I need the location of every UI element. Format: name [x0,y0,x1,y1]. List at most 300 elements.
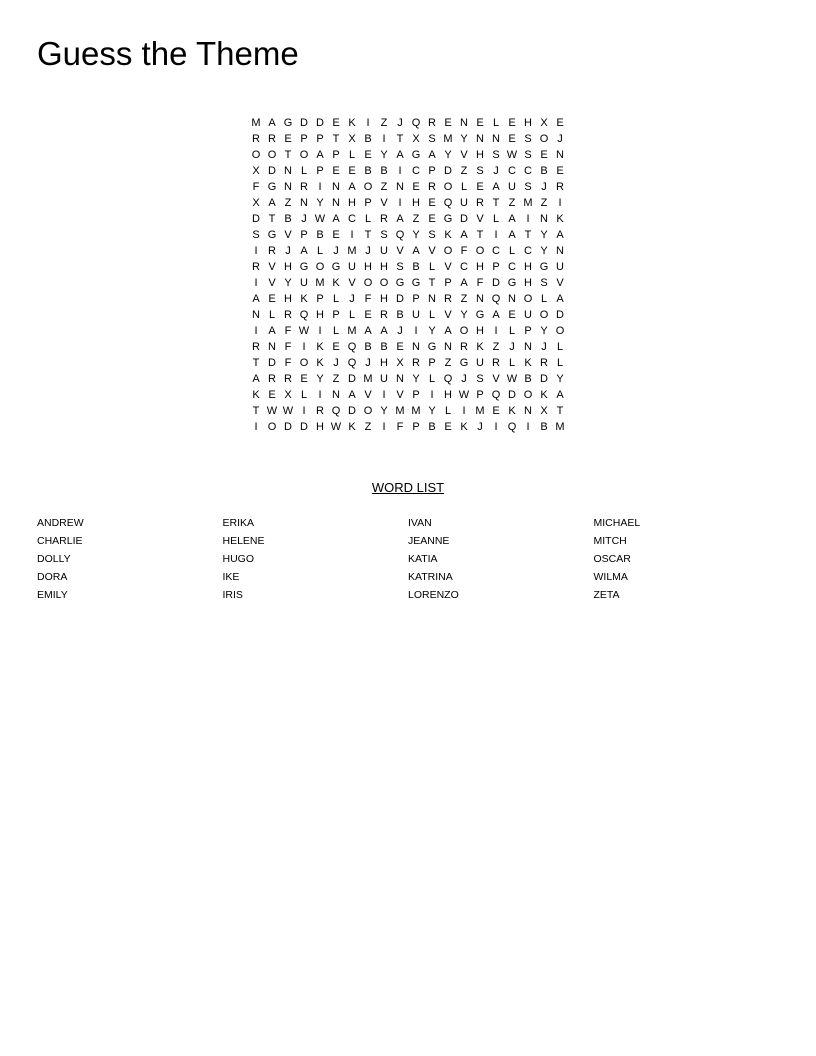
word-list-item: EMILY [37,589,68,601]
grid-letter: R [540,357,548,369]
grid-letter: N [444,341,452,353]
grid-letter: E [508,133,516,145]
grid-letter: G [459,357,469,369]
grid-letter: H [444,389,452,401]
grid-letter: O [379,277,389,289]
word-list [37,514,779,604]
grid-letter: F [396,421,404,433]
grid-letter: I [526,421,530,433]
grid-letter: P [492,261,500,273]
grid-letter: E [364,149,372,161]
grid-letter: E [476,117,484,129]
word-list-item: KATIA [408,553,438,565]
grid-letter: I [254,277,258,289]
grid-letter: J [365,245,371,257]
grid-letter: W [314,213,326,225]
grid-row [248,195,568,211]
grid-letter: K [540,389,548,401]
word-list-item: DORA [37,571,68,583]
grid-letter: P [316,165,324,177]
grid-letter: L [348,149,356,161]
grid-letter: I [366,117,370,129]
grid-letter: N [540,213,548,225]
word-list-heading [0,479,816,497]
grid-letter: I [382,133,386,145]
grid-letter: I [302,341,306,353]
grid-letter: N [492,133,500,145]
grid-letter: A [460,229,468,241]
word-list-item: ANDREW [37,517,84,529]
grid-letter: U [412,309,420,321]
grid-letter: Q [491,389,501,401]
grid-letter: V [428,245,436,257]
grid-letter: X [412,133,420,145]
grid-letter: B [428,421,436,433]
grid-letter: O [523,389,533,401]
grid-letter: N [252,309,260,321]
grid-letter: F [364,293,372,305]
grid-letter: S [476,165,484,177]
grid-letter: G [299,261,309,273]
grid-letter: P [316,133,324,145]
grid-letter: L [556,357,564,369]
grid-letter: O [539,309,549,321]
grid-letter: A [556,229,564,241]
grid-letter: B [364,133,372,145]
grid-letter: K [508,405,516,417]
grid-letter: W [266,405,278,417]
grid-letter: H [364,261,372,273]
grid-letter: P [428,165,436,177]
grid-letter: L [540,293,548,305]
grid-letter: O [315,261,325,273]
grid-letter: E [268,293,276,305]
grid-letter: I [398,197,402,209]
grid-letter: P [444,277,452,289]
grid-letter: L [460,181,468,193]
word-list-item: KATRINA [408,571,453,583]
word-search-grid [248,115,568,435]
word-list-item: HELENE [222,535,265,547]
grid-row [248,163,568,179]
grid-letter: A [268,117,276,129]
grid-letter: Y [316,373,324,385]
grid-letter: K [332,277,340,289]
grid-letter: F [476,277,484,289]
grid-letter: N [284,181,292,193]
grid-letter: R [428,181,436,193]
grid-letter: V [396,245,404,257]
grid-letter: A [460,277,468,289]
word-list-item: HUGO [222,553,254,565]
grid-letter: D [556,309,564,321]
grid-letter: K [444,229,452,241]
grid-letter: L [332,325,340,337]
grid-letter: E [284,133,292,145]
grid-row [248,403,568,419]
grid-letter: G [539,261,549,273]
grid-letter: U [460,197,468,209]
grid-letter: C [508,165,516,177]
grid-letter: P [524,325,532,337]
grid-letter: N [284,165,292,177]
grid-letter: V [268,277,276,289]
word-list-item: ZETA [593,589,620,601]
grid-letter: Q [443,373,453,385]
grid-letter: W [298,325,310,337]
grid-letter: R [300,181,308,193]
grid-letter: E [428,197,436,209]
grid-letter: A [492,309,500,321]
grid-letter: R [252,341,260,353]
grid-letter: Y [412,373,420,385]
grid-letter: T [252,405,260,417]
grid-letter: V [444,309,452,321]
grid-letter: O [459,325,469,337]
grid-letter: I [430,389,434,401]
grid-letter: K [316,357,324,369]
grid-letter: P [428,357,436,369]
grid-letter: H [316,421,324,433]
grid-letter: A [396,149,404,161]
grid-letter: A [348,389,356,401]
grid-letter: J [349,293,355,305]
grid-letter: J [397,325,403,337]
grid-letter: H [476,149,484,161]
grid-letter: L [316,245,324,257]
grid-letter: Y [284,277,292,289]
grid-letter: I [318,181,322,193]
grid-letter: E [268,389,276,401]
grid-letter: N [268,341,276,353]
grid-row [248,131,568,147]
grid-letter: B [540,421,548,433]
grid-letter: S [524,149,532,161]
grid-letter: G [411,149,421,161]
grid-letter: S [524,133,532,145]
grid-letter: I [302,405,306,417]
grid-letter: M [411,405,421,417]
grid-letter: E [444,117,452,129]
grid-letter: Y [540,325,548,337]
grid-letter: R [428,117,436,129]
grid-letter: P [412,421,420,433]
grid-letter: A [396,213,404,225]
grid-letter: B [380,165,388,177]
grid-letter: J [493,165,499,177]
grid-letter: J [461,373,467,385]
grid-letter: J [541,341,547,353]
grid-letter: M [315,277,325,289]
word-list-item: ERIKA [222,517,255,529]
grid-letter: S [252,229,260,241]
grid-letter: O [363,181,373,193]
grid-row [248,227,568,243]
grid-letter: A [508,213,516,225]
grid-letter: U [348,261,356,273]
grid-letter: Q [347,357,357,369]
grid-letter: Y [540,229,548,241]
page-title: Guess the Theme [37,35,299,72]
grid-letter: R [460,341,468,353]
grid-letter: Y [460,309,468,321]
grid-letter: S [524,181,532,193]
grid-letter: G [331,261,341,273]
grid-letter: Y [412,229,420,241]
grid-letter: T [396,133,404,145]
grid-letter: J [541,181,547,193]
grid-letter: A [268,197,276,209]
grid-letter: G [267,181,277,193]
grid-letter: M [443,133,453,145]
grid-letter: T [492,197,500,209]
grid-row [248,243,568,259]
grid-letter: D [540,373,548,385]
grid-letter: V [460,149,468,161]
grid-letter: Q [331,405,341,417]
grid-letter: A [556,389,564,401]
grid-letter: W [330,421,342,433]
grid-letter: B [284,213,292,225]
grid-letter: K [252,389,260,401]
grid-letter: F [284,341,292,353]
grid-letter: K [348,117,356,129]
grid-letter: R [268,373,276,385]
grid-letter: X [252,165,260,177]
grid-letter: V [556,277,564,289]
grid-letter: Q [347,341,357,353]
grid-letter: B [524,373,532,385]
grid-letter: X [252,197,260,209]
grid-letter: I [382,389,386,401]
grid-letter: Z [332,373,340,385]
grid-letter: N [476,293,484,305]
grid-letter: E [556,117,564,129]
word-list-column [594,514,780,604]
grid-letter: M [363,373,373,385]
grid-letter: J [397,117,403,129]
grid-row [248,291,568,307]
word-list-item: MITCH [593,535,627,547]
grid-letter: T [476,229,484,241]
grid-letter: E [428,213,436,225]
grid-letter: O [523,293,533,305]
grid-letter: R [556,181,564,193]
grid-letter: F [284,325,292,337]
grid-letter: L [444,405,452,417]
grid-letter: I [414,325,418,337]
word-list-item: LORENZO [408,589,459,601]
grid-letter: C [524,165,532,177]
grid-letter: D [460,213,468,225]
grid-letter: V [364,389,372,401]
grid-letter: R [252,133,260,145]
grid-letter: O [251,149,261,161]
grid-row [248,115,568,131]
grid-letter: H [380,357,388,369]
grid-row [248,307,568,323]
grid-letter: A [332,213,340,225]
grid-letter: K [460,421,468,433]
grid-letter: A [428,149,436,161]
grid-letter: G [427,341,437,353]
grid-letter: N [428,293,436,305]
grid-letter: N [332,197,340,209]
word-list-item: MICHAEL [593,517,641,529]
grid-letter: S [492,149,500,161]
grid-letter: T [428,277,436,289]
grid-letter: U [380,245,388,257]
grid-letter: G [283,117,293,129]
grid-letter: D [268,165,276,177]
grid-letter: S [396,261,404,273]
grid-letter: R [492,357,500,369]
grid-letter: I [382,421,386,433]
grid-letter: K [476,341,484,353]
grid-letter: K [300,293,308,305]
grid-letter: L [508,325,516,337]
grid-letter: O [299,149,309,161]
grid-letter: H [476,325,484,337]
grid-letter: V [476,213,484,225]
grid-letter: H [316,309,324,321]
grid-letter: W [458,389,470,401]
grid-letter: G [267,229,277,241]
grid-letter: P [412,293,420,305]
grid-letter: Z [380,181,388,193]
grid-letter: I [318,325,322,337]
grid-letter: D [348,405,356,417]
grid-letter: B [396,309,404,321]
word-list-item: JEANNE [408,535,450,547]
grid-letter: L [492,213,500,225]
grid-letter: U [508,181,516,193]
grid-letter: A [444,325,452,337]
grid-letter: V [444,261,452,273]
grid-letter: T [556,405,564,417]
grid-letter: R [444,293,452,305]
grid-letter: R [284,373,292,385]
grid-letter: N [332,181,340,193]
grid-row [248,179,568,195]
grid-letter: Y [444,149,452,161]
grid-letter: C [412,165,420,177]
grid-letter: Q [395,229,405,241]
grid-letter: J [333,357,339,369]
grid-letter: Z [460,293,468,305]
grid-letter: Y [316,197,324,209]
grid-letter: P [332,149,340,161]
grid-letter: T [284,149,292,161]
grid-letter: H [524,277,532,289]
grid-letter: G [395,277,405,289]
grid-letter: O [555,325,565,337]
grid-letter: Z [508,197,516,209]
grid-row [248,323,568,339]
grid-letter: W [506,149,518,161]
grid-letter: O [363,405,373,417]
grid-letter: P [316,293,324,305]
grid-letter: G [507,277,517,289]
grid-letter: B [380,341,388,353]
grid-letter: U [476,357,484,369]
grid-letter: Q [443,197,453,209]
grid-letter: K [316,341,324,353]
grid-letter: P [300,229,308,241]
grid-letter: A [348,181,356,193]
grid-letter: E [332,165,340,177]
grid-letter: X [540,405,548,417]
grid-letter: J [557,133,563,145]
grid-row [248,339,568,355]
grid-letter: E [508,117,516,129]
grid-letter: F [284,357,292,369]
grid-letter: E [364,309,372,321]
grid-letter: U [524,309,532,321]
grid-letter: A [492,181,500,193]
grid-letter: H [348,197,356,209]
grid-letter: X [540,117,548,129]
grid-letter: A [380,325,388,337]
grid-letter: M [347,325,357,337]
grid-letter: Y [380,149,388,161]
grid-letter: D [284,421,292,433]
grid-letter: V [284,229,292,241]
grid-letter: C [524,245,532,257]
grid-letter: Q [507,421,517,433]
word-list-item: WILMA [593,571,628,583]
grid-row [248,387,568,403]
grid-letter: U [300,277,308,289]
grid-letter: R [268,245,276,257]
grid-letter: I [350,229,354,241]
grid-letter: M [555,421,565,433]
grid-letter: Z [380,117,388,129]
grid-letter: D [508,389,516,401]
grid-letter: O [363,277,373,289]
grid-letter: B [412,261,420,273]
grid-letter: M [347,245,357,257]
grid-letter: N [460,117,468,129]
grid-letter: S [540,277,548,289]
grid-letter: M [251,117,261,129]
grid-letter: J [285,245,291,257]
word-list-item: CHARLIE [37,535,83,547]
grid-letter: A [252,293,260,305]
grid-letter: C [460,261,468,273]
grid-letter: I [254,245,258,257]
grid-letter: Z [540,197,548,209]
word-list-column [37,514,223,604]
grid-letter: L [268,309,276,321]
grid-letter: J [365,357,371,369]
grid-letter: S [428,229,436,241]
grid-letter: N [524,405,532,417]
grid-letter: L [428,261,436,273]
grid-letter: I [462,405,466,417]
grid-letter: I [526,213,530,225]
grid-letter: V [396,389,404,401]
grid-letter: T [252,357,260,369]
grid-letter: J [301,213,307,225]
word-list-item: IRIS [222,589,243,601]
grid-letter: E [508,309,516,321]
grid-letter: A [556,293,564,305]
grid-letter: T [332,133,340,145]
grid-letter: L [300,389,308,401]
grid-letter: I [558,197,562,209]
grid-letter: D [348,373,356,385]
